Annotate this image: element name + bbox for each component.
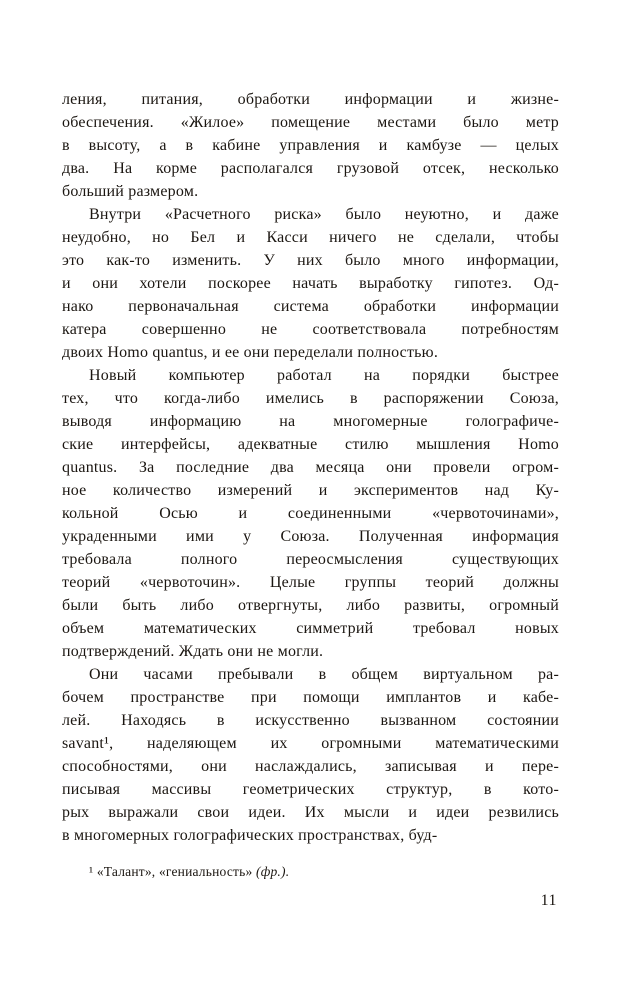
text-line: теорий «червоточин». Целые группы теорий должны (62, 574, 559, 591)
text-line: кольной Осью и соединенными «червоточинами», (62, 505, 559, 522)
text-line: два. На корме располагался грузовой отсек, несколько (62, 160, 559, 177)
text-line: и они хотели поскорее начать выработку гипотез. Од- (62, 275, 559, 292)
text-line: подтверждений. Ждать они не могли. (62, 643, 324, 660)
footnote-text: «Талант», «гениальность» (93, 864, 256, 879)
text-line: были быть либо отвергнуты, либо развиты, огромный (62, 597, 559, 614)
text-line: нако первоначальная система обработки информации (62, 298, 559, 315)
footnote-marker: ¹ (89, 864, 94, 879)
text-line: катера совершенно не соответствовала потребностям (62, 321, 559, 338)
text-line: в высоту, а в кабине управления и камбузе — целых (62, 137, 559, 154)
text-line: выводя информацию на многомерные голографиче- (62, 413, 559, 430)
text-line: способностями, они наслаждались, записывая и пере- (62, 758, 559, 775)
footnote (62, 862, 559, 881)
text-line: Внутри «Расчетного риска» было неуютно, и даже (89, 206, 559, 223)
text-line: в многомерных голографических пространствах, буд- (62, 827, 438, 844)
text-line: украденными ими у Союза. Полученная информация (62, 528, 559, 545)
text-line: quantus. За последние два месяца они провели огром- (62, 459, 559, 476)
text-line: savant¹, наделяющем их огромными математическими (62, 735, 559, 752)
text-line: тех, что когда-либо имелись в распоряжении Союза, (62, 390, 559, 407)
text-line: двоих Homo quantus, и ее они переделали полностью. (62, 344, 439, 361)
text-line: ления, питания, обработки информации и жизне- (62, 91, 559, 108)
text-line: требовала полного переосмысления существующих (62, 551, 559, 568)
text-line: неудобно, но Бел и Касси ничего не сделали, чтобы (62, 229, 559, 246)
text-line: бочем пространстве при помощи имплантов и кабе- (62, 689, 559, 706)
text-line: ное количество измерений и экспериментов над Ку- (62, 482, 559, 499)
footnote-language-note: (фр.). (256, 864, 290, 879)
text-block (62, 88, 559, 881)
text-line: Они часами пребывали в общем виртуальном ра- (89, 666, 559, 683)
body-text (62, 88, 559, 847)
text-line: обеспечения. «Жилое» помещение местами было метр (62, 114, 559, 131)
page-number: 11 (540, 892, 557, 909)
text-line: лей. Находясь в искусственно вызванном состоянии (62, 712, 559, 729)
text-line: объем математических симметрий требовал новых (62, 620, 559, 637)
text-line: Новый компьютер работал на порядки быстрее (89, 367, 559, 384)
text-line: больший размером. (62, 183, 199, 200)
text-line: рых выражали свои идеи. Их мысли и идеи резвились (62, 804, 559, 821)
text-line: писывая массивы геометрических структур, в кото- (62, 781, 559, 798)
text-line: ские интерфейсы, адекватные стилю мышления Homo (62, 436, 559, 453)
text-line: это как-то изменить. У них было много информации, (62, 252, 559, 269)
